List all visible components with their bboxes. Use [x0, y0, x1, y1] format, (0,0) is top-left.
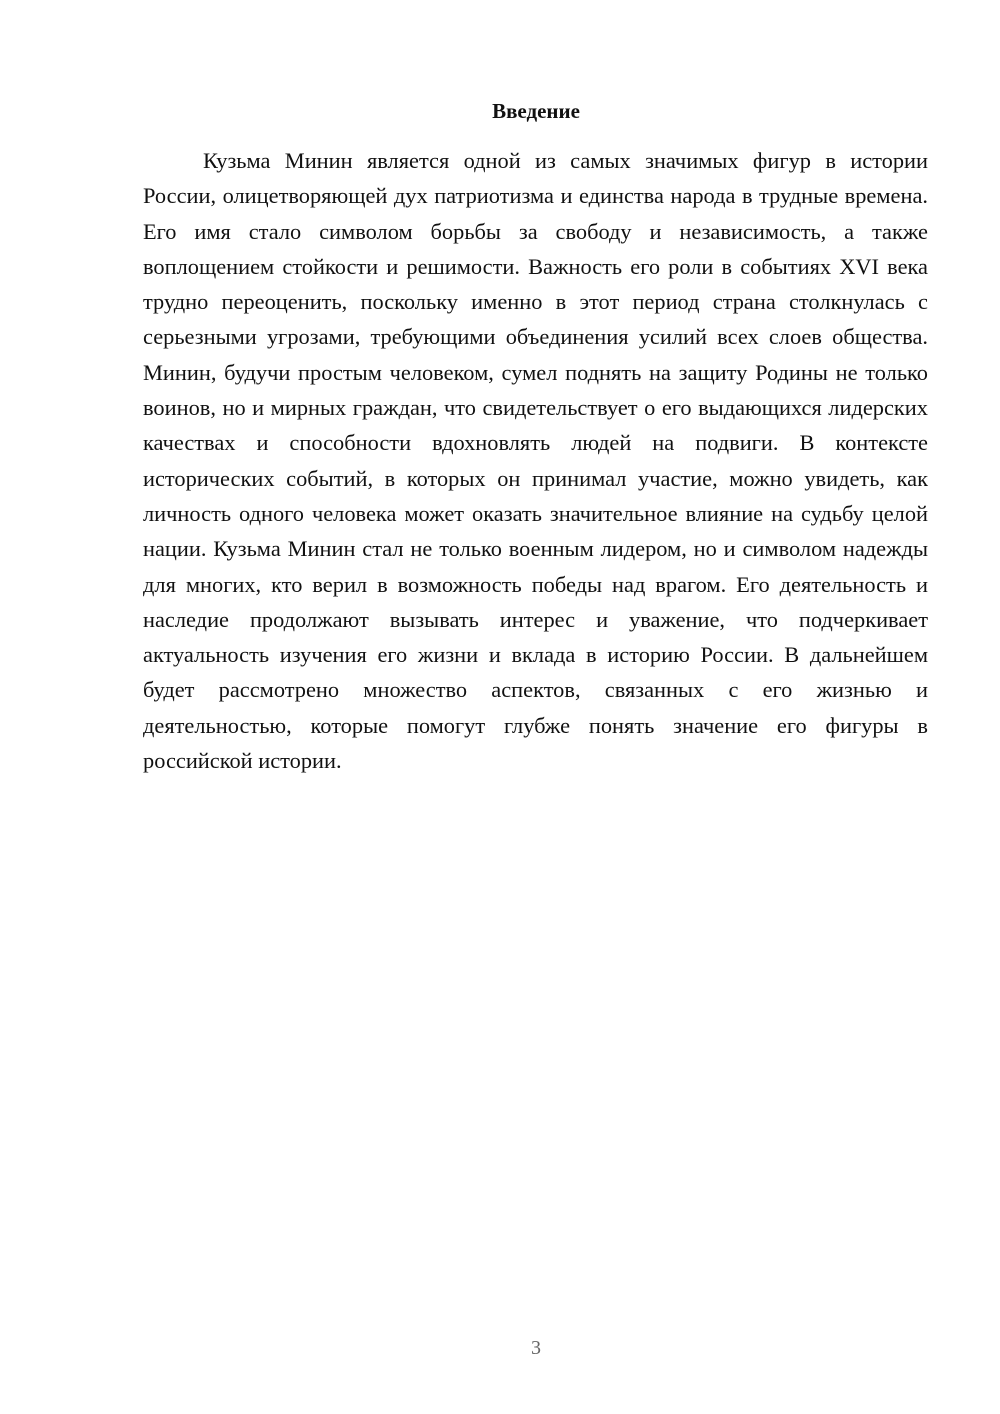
page-number: 3	[531, 1337, 541, 1359]
section-heading: Введение	[492, 99, 580, 123]
body-paragraph: Кузьма Минин является одной из самых значимых фигур в истории России, олицетворяющей дух патриотизма и единства народа в трудные времена. Его имя стало символом борьбы за свободу и независимость, а также воплощением стойкости и решимости. Важность его роли в событиях XVI века трудно переоценить, поскольку именно в этот период страна столкнулась с серьезными угрозами, требующими объединения усилий всех слоев общества. Минин, будучи простым человеком, сумел поднять на защиту Родины не только воинов, но и мирных граждан, что свидетельствует о его выдающихся лидерских качествах и способности вдохновлять людей на подвиги. В контексте исторических событий, в которых он принимал участие, можно увидеть, как личность одного человека может оказать значительное влияние на судьбу целой нации. Кузьма Минин стал не только военным лидером, но и символом надежды для многих, кто верил в возможность победы над врагом. Его деятельность и наследие продолжают вызывать интерес и уважение, что подчеркивает актуальность изучения его жизни и вклада в историю России. В дальнейшем будет рассмотрено множество аспектов, связанных с его жизнью и деятельностью, которые помогут глубже понять значение его фигуры в российской истории.	[143, 148, 928, 774]
